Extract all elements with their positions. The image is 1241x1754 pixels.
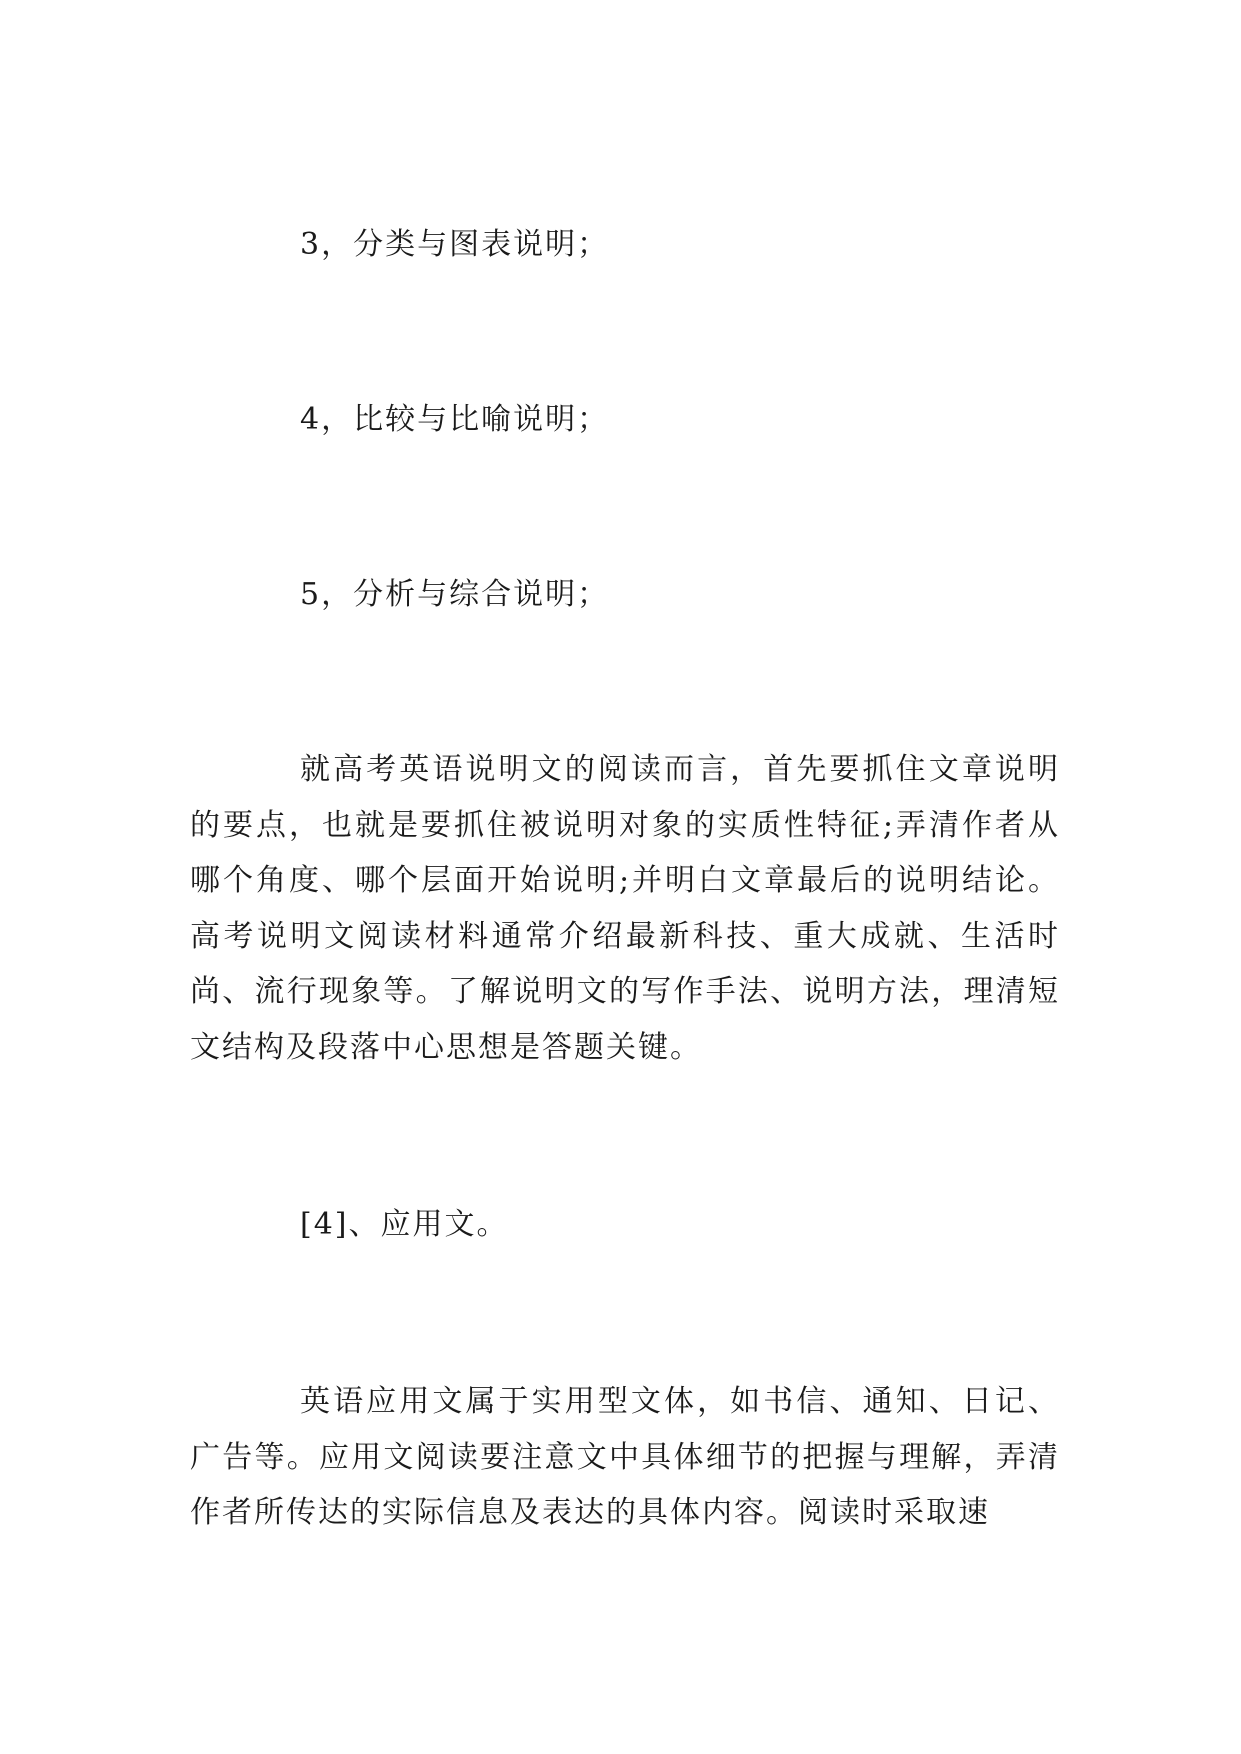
list-item-analysis: 5，分析与综合说明； xyxy=(300,577,610,612)
practical-writing-paragraph: 英语应用文属于实用型文体，如书信、通知、日记、广告等。应用文阅读要注意文中具体细节的把握与理解，弄清作者所传达的实际信息及表达的具体内容。阅读时采取速 xyxy=(190,1384,1060,1530)
list-item-classification: 3，分类与图表说明； xyxy=(300,227,610,262)
list-item-comparison: 4，比较与比喻说明； xyxy=(300,402,610,437)
section-heading-practical-writing: [4]、应用文。 xyxy=(300,1207,509,1242)
expository-reading-paragraph: 就高考英语说明文的阅读而言，首先要抓住文章说明的要点，也就是要抓住被说明对象的实质性特征;弄清作者从哪个角度、哪个层面开始说明;并明白文章最后的说明结论。高考说明文阅读材料通常介绍最新科技、重大成就、生活时尚、流行现象等。了解说明文的写作手法、说明方法，理清短文结构及段落中心思想是答题关键。 xyxy=(190,752,1060,1065)
